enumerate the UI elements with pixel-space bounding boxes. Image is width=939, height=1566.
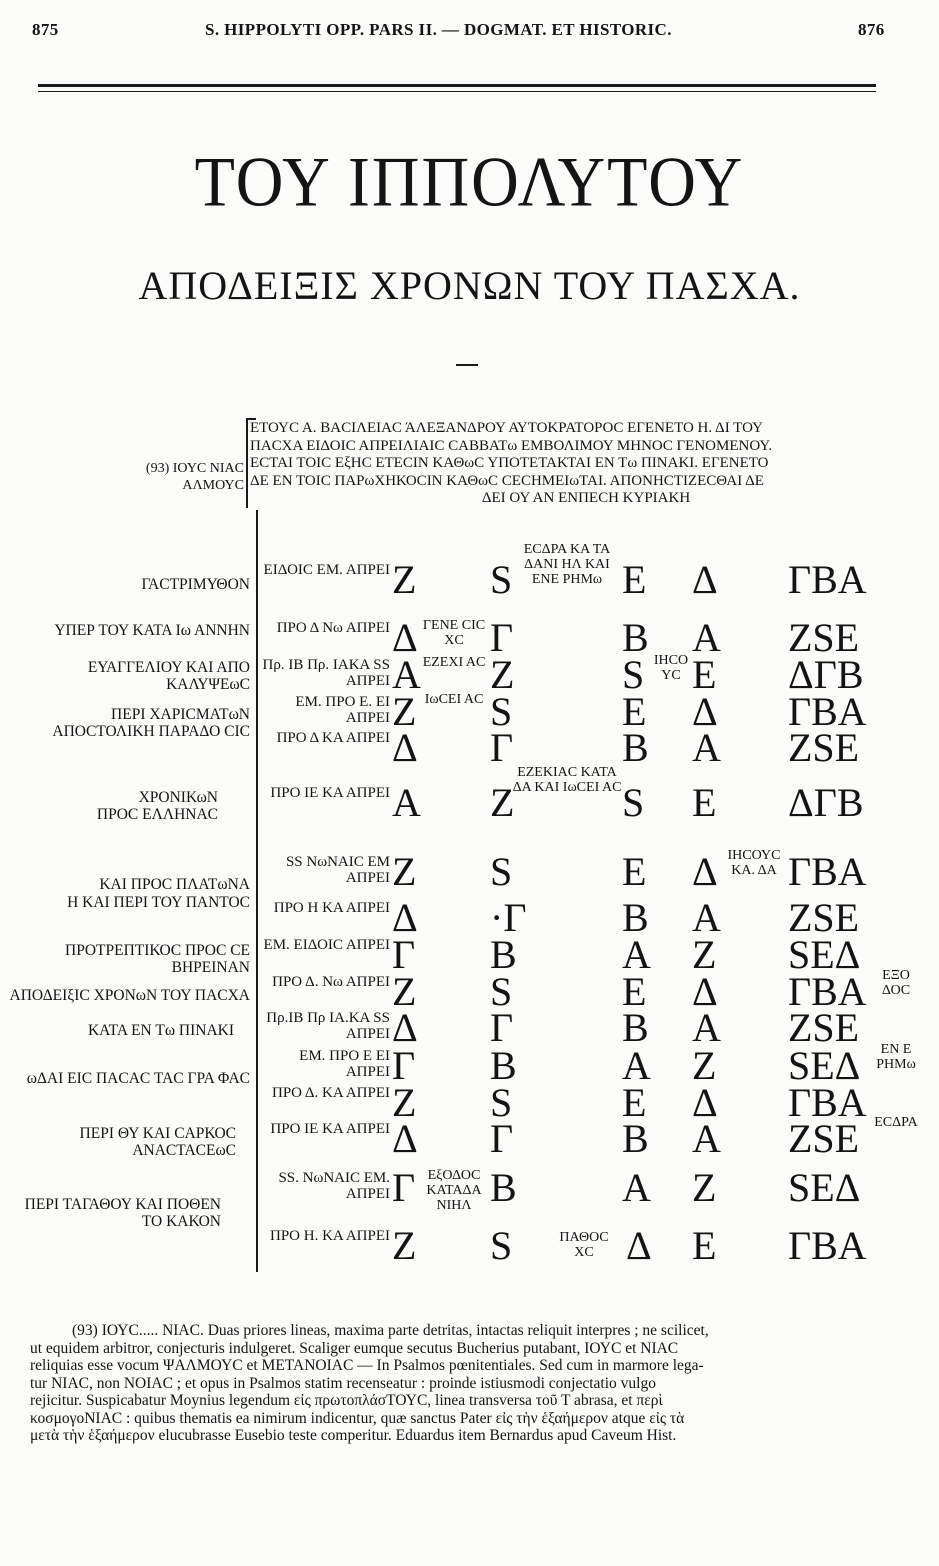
cycle-letter: Ε: [622, 849, 647, 894]
row-note: ΕΖΕΧΙ ΑϹ: [422, 655, 486, 670]
cycle-letter: Γ: [490, 1116, 514, 1161]
work-title: ΑΠΟΔΕΙξΙϹ ΧΡΟΝωΝ ΤΟΥ ΠΑϹΧΑ: [9, 987, 250, 1004]
row-date-label: ΕΙΔΟΙϹ ΕΜ. ΑΠΡΕΙ: [263, 562, 390, 578]
cycle-letter: S: [490, 689, 513, 734]
row-letter: Ζ: [392, 1223, 417, 1268]
cycle-letter: Ζ: [490, 780, 515, 825]
cycle-note: ΠΑΘΟϹ ΧϹ: [559, 1230, 609, 1260]
footnote-line: rejicitur. Suspicabatur Moynius legendum εἰς πρωτοπλάσΤΟΥϹ, linea transversa τοῦ Τ abrasa, et περὶ: [30, 1392, 663, 1409]
cycle-letter: Β: [490, 1165, 517, 1210]
cycle-letter: Ε: [622, 557, 647, 602]
intro-line: ΔΕΙ ΟΥ ΑΝ ΕΝΠΕϹΗ ΚΥΡΙΑΚΗ: [481, 490, 691, 506]
cycle-group: ΓΒΑ: [788, 557, 867, 602]
cycle-letter: Α: [692, 1005, 721, 1050]
cycle-letter: S: [490, 849, 513, 894]
right-page-number: 876: [858, 20, 885, 39]
cycle-letter: Β: [490, 1043, 517, 1088]
work-title: ΠΕΡΙ ΤΑΓΑΘΟΥ ΚΑΙ ΠΟΘΕΝ ΤΟ ΚΑΚΟΝ: [24, 1196, 221, 1230]
intro-line: ΕΤΟΥϹ Α. ΒΑϹΙΛΕΙΑϹ ΆΛΕΞΑΝΔΡΟΥ ΑΥΤΟΚΡΑΤΟΡΟϹ ΕΓΕΝΕΤΟ Η. ΔΙ ΤΟΥ: [250, 420, 763, 436]
cycle-letter: Ε: [692, 1223, 717, 1268]
cycle-letter: Δ: [692, 849, 718, 894]
cycle-letter: Ζ: [692, 1043, 717, 1088]
cycle-letter: Β: [622, 725, 649, 770]
cycle-group: ΖSΕ: [788, 1005, 860, 1050]
row-note: ΙωϹΕΙ ΑϹ: [424, 692, 484, 707]
cycle-letter: Α: [622, 932, 651, 977]
cycle-letter: Β: [490, 932, 517, 977]
work-title: ΑΠΟϹΤΟΛΙΚΗ ΠΑΡΑΔΟ ϹΙϹ: [52, 723, 250, 740]
cycle-letter: Β: [622, 615, 649, 660]
work-title: ΠΡΟϹ ΕΛΛΗΝΑϹ: [96, 806, 218, 823]
work-title: ΥΠΕΡ ΤΟΥ ΚΑΤΑ Ιω ΑΝΝΗΝ: [54, 622, 250, 639]
cycle-letter: S: [490, 1223, 513, 1268]
cycle-group: ΔΓΒ: [788, 652, 864, 697]
cycle-group: ΓΒΑ: [788, 1223, 867, 1268]
title-dash: [456, 364, 478, 366]
cycle-letter: Ε: [692, 780, 717, 825]
cycle-letter: Α: [692, 1116, 721, 1161]
work-title: Η ΚΑΙ ΠΕΡΙ ΤΟΥ ΠΑΝΤΟϹ: [67, 894, 250, 911]
row-date-label: ΠΡΟ ΙΕ ΚΑ ΑΠΡΕΙ: [270, 785, 390, 801]
cycle-group: ΓΒΑ: [788, 689, 867, 734]
cycle-group: ΖSΕ: [788, 615, 860, 660]
row-letter: Α: [392, 652, 421, 697]
cycle-letter: Ζ: [692, 932, 717, 977]
cycle-letter: Α: [622, 1043, 651, 1088]
footnote-line: (93) ΙΟΥϹ..... ΝΙΑϹ. Duas priores lineas, maxima parte detritas, intactas reliquit interpres ; ne scilicet,: [72, 1322, 709, 1339]
row-letter: Γ: [392, 1043, 416, 1088]
row-letter: Δ: [392, 615, 418, 660]
row-letter: Ζ: [392, 557, 417, 602]
page-subtitle: ΑΠΟΔΕΙΞΙΣ ΧΡΟΝΩΝ ΤΟΥ ΠΑΣΧΑ.: [138, 263, 801, 308]
page-title: ΤΟΥ ΙΠΠΟΛΥΤΟΥ: [194, 143, 745, 222]
footnote-line: tur ΝΙΑϹ, non ΝΟΙΑϹ ; et opus in Psalmos statim recenseatur : proinde istiusmodi conjectatio vulgo: [30, 1374, 656, 1392]
cycle-note: ΙΗϹΟ ΥϹ: [653, 653, 689, 683]
work-title: ΠΡΟΤΡΕΠΤΙΚΟϹ ΠΡΟϹ ϹΕ ΒΗΡΕΙΝΑΝ: [65, 942, 250, 976]
intro-line: ΔΕ ΕΝ ΤΟΙϹ ΠΑΡωΧΗΚΟϹΙΝ ΚΑΘωϹ ϹΕϹΗΜΕΙωΤΑΙ. ΑΠΟΝΗϹΤΙΖΕϹΘΑΙ ΔΕ: [250, 472, 764, 489]
footnote-line: reliquias esse vocum ΨΑΛΜΟΥϹ et ΜΕΤΑΝΟΙΑϹ — In Psalmos pœnitentiales. Sed cum in marmore lega-: [30, 1357, 704, 1374]
header-rule-thick: [38, 84, 876, 87]
row-letter: Δ: [392, 895, 418, 940]
side-note: ΕΝ Ε ΡΗΜω: [876, 1042, 916, 1072]
row-letter: Δ: [392, 725, 418, 770]
cycle-letter: Β: [622, 1116, 649, 1161]
row-letter: Ζ: [392, 1080, 417, 1125]
row-letter: Ζ: [392, 689, 417, 734]
row-date-label: ΠΡΟ Δ ΚΑ ΑΠΡΕΙ: [276, 730, 390, 746]
footnote: [30, 1322, 908, 1445]
cycle-letter: Ε: [622, 969, 647, 1014]
row-date-label: Πρ.ΙΒ Πρ ΙΑ.ΚΑ SS ΑΠΡΕΙ: [266, 1010, 390, 1042]
row-letter: Α: [392, 780, 421, 825]
work-title: ωΔΑΙ ΕΙϹ ΠΑϹΑϹ ΤΑϹ ΓΡΑ ΦΑϹ: [26, 1070, 250, 1087]
work-title: ΧΡΟΝΙΚωΝ: [138, 789, 218, 806]
cycle-letter: Α: [692, 895, 721, 940]
cycle-letter: S: [490, 557, 513, 602]
row-date-label: SS ΝωΝΑΙϹ ΕΜ ΑΠΡΕΙ: [285, 854, 390, 886]
row-date-label: ΠΡΟ Δ Νω ΑΠΡΕΙ: [276, 620, 390, 636]
cycle-group: ΓΒΑ: [788, 969, 867, 1014]
work-title: ΓΑϹΤΡΙΜΥΘΟΝ: [141, 576, 250, 593]
cycle-group: ΔΓΒ: [788, 780, 864, 825]
work-title: ΠΕΡΙ ΧΑΡΙϹΜΑΤωΝ: [111, 706, 250, 723]
cycle-letter: S: [490, 969, 513, 1014]
cycle-note: ΙΗϹΟΥϹ ΚΑ. ΔΑ: [727, 848, 781, 878]
cycle-group: SΕΔ: [788, 1165, 861, 1210]
row-letter: Ζ: [392, 969, 417, 1014]
cycle-letter: Ζ: [490, 652, 515, 697]
cycle-letter: Δ: [692, 557, 718, 602]
cycle-letter: Ε: [622, 1080, 647, 1125]
cycle-letter: Γ: [490, 615, 514, 660]
intro-text: [250, 420, 922, 508]
cycle-letter: Α: [692, 725, 721, 770]
cycle-letter: Α: [622, 1165, 651, 1210]
cycle-letter: S: [622, 780, 645, 825]
cycle-letter: Δ: [626, 1223, 652, 1268]
intro-line: ΕϹΤΑΙ ΤΟΙϹ ΕξΗϹ ΕΤΕϹΙΝ ΚΑΘωϹ ΥΠΟΤΕΤΑΚΤΑΙ ΕΝ Τω ΠΙΝΑΚΙ. ΕΓΕΝΕΤΟ: [250, 455, 769, 471]
row-date-label: ΠΡΟ Δ. Νω ΑΠΡΕΙ: [272, 974, 390, 990]
cycle-letter: Β: [622, 1005, 649, 1050]
row-date-label: ΠΡΟ Δ. ΚΑ ΑΠΡΕΙ: [271, 1085, 390, 1101]
row-date-label: ΠΡΟ ΙΕ ΚΑ ΑΠΡΕΙ: [270, 1121, 390, 1137]
row-date-label: ΠΡΟ Η. ΚΑ ΑΠΡΕΙ: [269, 1228, 390, 1244]
cycle-letter: S: [622, 652, 645, 697]
cycle-letter: Γ: [490, 1005, 514, 1050]
cycle-letter: Δ: [692, 969, 718, 1014]
row-date-label: ΕΜ. ΠΡΟ Ε ΕΙ ΑΠΡΕΙ: [299, 1048, 390, 1080]
cycle-letter: Ζ: [692, 1165, 717, 1210]
work-title: ΕΥΑΓΓΕΛΙΟΥ ΚΑΙ ΑΠΟ ΚΑΛΥΨΕωϹ: [87, 659, 250, 693]
footnote-line: ut equidem arbitror, conjecturis indulgeret. Scaliger eumque secutus Bucherius putabant, ΙΟΥϹ et ΝΙΑϹ: [30, 1339, 679, 1357]
work-title: ΚΑΤΑ ΕΝ Τω ΠΙΝΑΚΙ: [87, 1022, 234, 1039]
cycle-letter: Β: [622, 895, 649, 940]
row-date-label: ΠΡΟ Η ΚΑ ΑΠΡΕΙ: [273, 900, 390, 916]
cycle-letter: Δ: [692, 689, 718, 734]
cycle-letter: Ε: [692, 652, 717, 697]
table-divider-lower: [256, 510, 258, 1272]
row-note: ΓΕΝΕ ϹΙϹ ΧϹ: [422, 618, 486, 648]
row-letter: Δ: [392, 1116, 418, 1161]
cycle-letter: Α: [692, 615, 721, 660]
note-reference: (93) ΙΟΥϹ ΝΙΑϹ ΑΛΜΟΥϹ: [145, 461, 244, 493]
table-divider-upper: [246, 418, 248, 508]
intro-line: ΠΑϹΧΑ ΕΙΔΟΙϹ ΑΠΡΕΙΛΙΑΙϹ ϹΑΒΒΑΤω ΕΜΒΟΛΙΜΟΥ ΜΗΝΟϹ ΓΕΝΟΜΕΝΟΥ.: [250, 437, 773, 454]
cycle-group: SΕΔ: [788, 932, 861, 977]
header-rule-thin: [38, 91, 876, 92]
row-letter: Δ: [392, 1005, 418, 1050]
row-letter: Γ: [392, 932, 416, 977]
left-page-number: 875: [32, 20, 59, 39]
cycle-group: ΖSΕ: [788, 725, 860, 770]
row-date-label: Πρ. ΙΒ Πρ. ΙΑΚΑ SS ΑΠΡΕΙ: [262, 657, 390, 689]
work-title: ΚΑΙ ΠΡΟϹ ΠΛΑΤωΝΑ: [99, 876, 250, 893]
row-letter: Γ: [392, 1165, 416, 1210]
footnote-line: κοσμογοΝΙΑϹ : quibus thematis ea nimirum indicentur, quæ sanctus Pater εἰς τὴν ἑξαήμερον atque εἰς τὰ: [30, 1409, 685, 1427]
cycle-letter: Γ: [490, 725, 514, 770]
side-note: ΕϹΔΡΑ: [874, 1115, 918, 1130]
row-note: ΕξΟΔΟϹ ΚΑΤΑΔΑ ΝΙΗΛ: [426, 1168, 482, 1213]
cycle-group: ΓΒΑ: [788, 1080, 867, 1125]
row-date-label: SS. ΝωΝΑΙϹ ΕΜ. ΑΠΡΕΙ: [278, 1170, 390, 1202]
row-date-label: ΕΜ. ΕΙΔΟΙϹ ΑΠΡΕΙ: [263, 937, 390, 953]
footnote-line: μετὰ τὴν ἑξαήμερον elucubrasse Eusebio teste comperitur. Eduardus item Bernardus apud Caveum Hist.: [30, 1427, 677, 1444]
side-note: ΕΞΟ ΔΟϹ: [881, 968, 911, 998]
row-letter: Ζ: [392, 849, 417, 894]
cycle-group: ΖSΕ: [788, 1116, 860, 1161]
cycle-letter: Δ: [692, 1080, 718, 1125]
cycle-letter: ·Γ: [490, 895, 527, 940]
cycle-letter: S: [490, 1080, 513, 1125]
cycle-letter: Ε: [622, 689, 647, 734]
row-date-label: ΕΜ. ΠΡΟ Ε. ΕΙ ΑΠΡΕΙ: [295, 694, 390, 726]
running-title: S. HIPPOLYTI OPP. PARS II. — DOGMAT. ET HISTORIC.: [205, 20, 672, 39]
work-title: ΠΕΡΙ ΘΥ ΚΑΙ ϹΑΡΚΟϹ ΑΝΑϹΤΑϹΕωϹ: [79, 1125, 236, 1159]
cycle-note: ΕϹΔΡΑ ΚΑ ΤΑ ΔΑΝΙ ΗΛ ΚΑΙ ΕΝΕ ΡΗΜω: [523, 542, 611, 587]
cycle-note: ΕΖΕΚΙΑϹ ΚΑΤΑ ΔΑ ΚΑΙ ΙωϹΕΙ ΑϹ: [512, 765, 622, 795]
cycle-group: SΕΔ: [788, 1043, 861, 1088]
cycle-group: ΓΒΑ: [788, 849, 867, 894]
cycle-group: ΖSΕ: [788, 895, 860, 940]
